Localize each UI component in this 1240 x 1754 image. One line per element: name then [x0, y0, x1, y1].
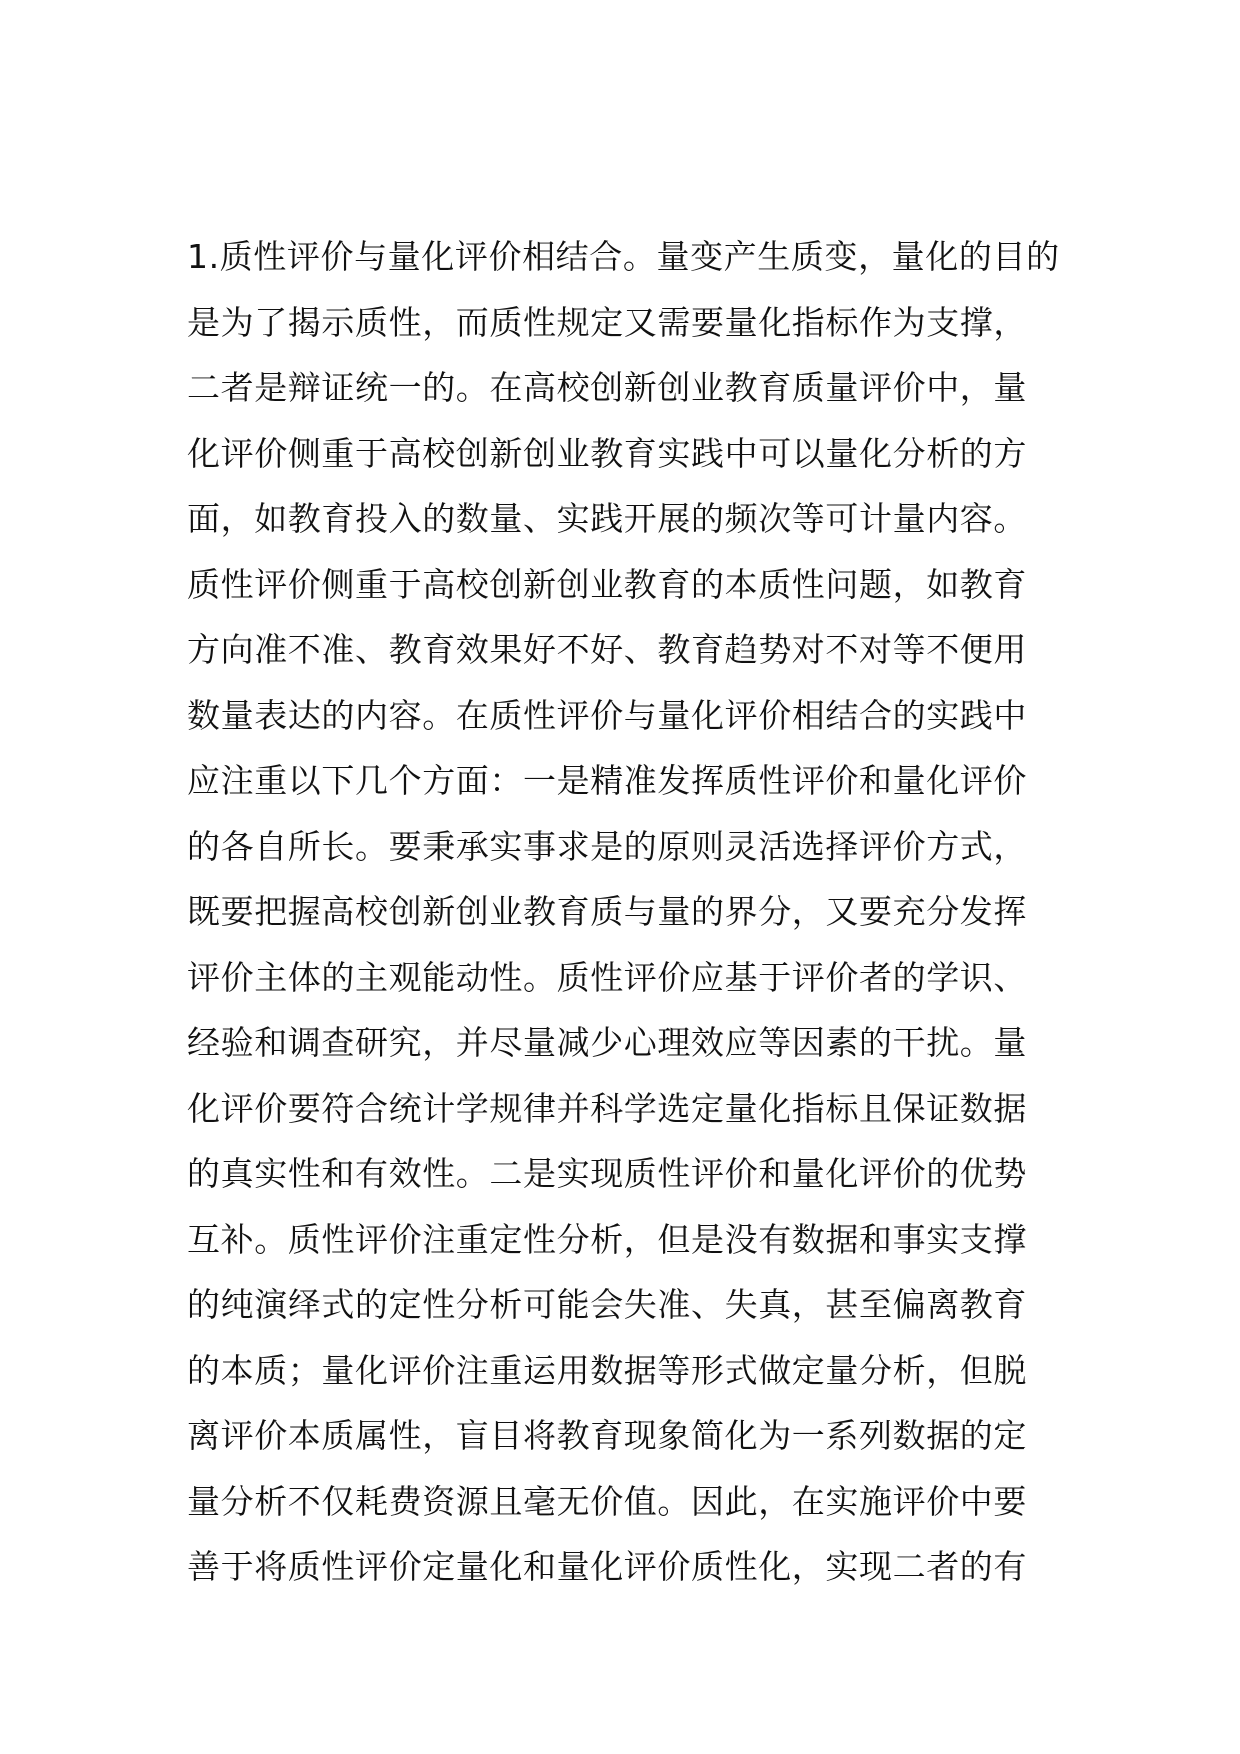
paragraph-line: 的纯演绎式的定性分析可能会失准、失真，甚至偏离教育 — [187, 1285, 1027, 1324]
paragraph-line: 的各自所长。要秉承实事求是的原则灵活选择评价方式， — [187, 826, 1027, 866]
paragraph-line: 1.质性评价与量化评价相结合。量变产生质变，量化的目的 — [187, 237, 1060, 276]
paragraph-line: 经验和调查研究，并尽量减少心理效应等因素的干扰。量 — [187, 1023, 1027, 1062]
paragraph-line: 方向准不准、教育效果好不好、教育趋势对不对等不便用 — [187, 630, 1027, 669]
paragraph-line: 离评价本质属性，盲目将教育现象简化为一系列数据的定 — [187, 1416, 1027, 1455]
paragraph-line: 的本质；量化评价注重运用数据等形式做定量分析，但脱 — [187, 1350, 1027, 1390]
paragraph-line: 面，如教育投入的数量、实践开展的频次等可计量内容。 — [187, 499, 1027, 538]
paragraph-line: 化评价侧重于高校创新创业教育实践中可以量化分析的方 — [187, 433, 1027, 473]
paragraph-line: 二者是辩证统一的。在高校创新创业教育质量评价中，量 — [187, 368, 1027, 407]
paragraph-line: 评价主体的主观能动性。质性评价应基于评价者的学识、 — [187, 957, 1027, 997]
paragraph-line: 善于将质性评价定量化和量化评价质性化，实现二者的有 — [187, 1547, 1027, 1586]
paragraph-line: 的真实性和有效性。二是实现质性评价和量化评价的优势 — [187, 1154, 1027, 1193]
paragraph-line: 量分析不仅耗费资源且毫无价值。因此，在实施评价中要 — [187, 1481, 1027, 1521]
paragraph-line: 既要把握高校创新创业教育质与量的界分，又要充分发挥 — [187, 892, 1027, 931]
paragraph-line: 互补。质性评价注重定性分析，但是没有数据和事实支撑 — [187, 1219, 1027, 1259]
paragraph-line: 是为了揭示质性，而质性规定又需要量化指标作为支撑， — [187, 302, 1027, 342]
body-paragraph — [187, 237, 1060, 1613]
paragraph-line: 质性评价侧重于高校创新创业教育的本质性问题，如教育 — [187, 564, 1027, 604]
paragraph-line: 应注重以下几个方面：一是精准发挥质性评价和量化评价 — [187, 761, 1027, 800]
paragraph-line: 化评价要符合统计学规律并科学选定量化指标且保证数据 — [187, 1088, 1027, 1128]
paragraph-line: 数量表达的内容。在质性评价与量化评价相结合的实践中 — [187, 695, 1027, 735]
